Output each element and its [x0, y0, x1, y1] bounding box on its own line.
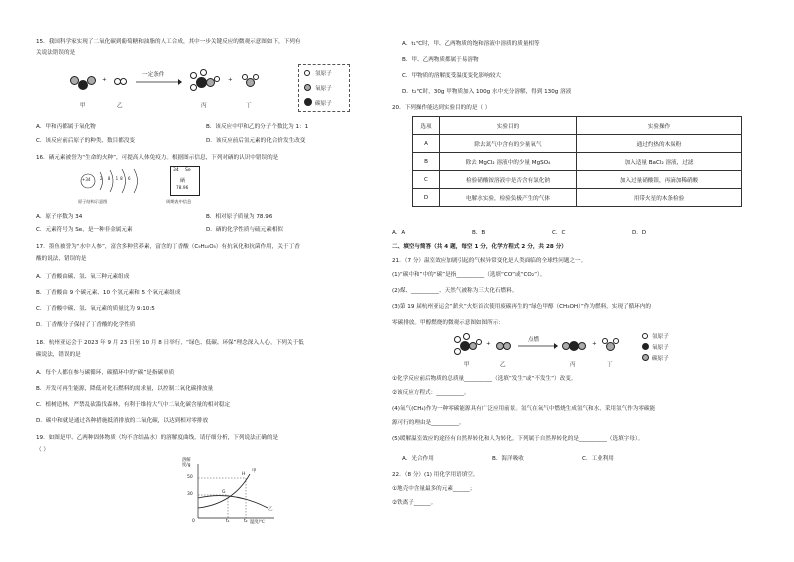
- solubility-curve-chart: [178, 458, 278, 526]
- label-jia: 甲: [80, 103, 86, 109]
- atomic-number: 34: [173, 168, 179, 173]
- q21-sub4-line1: (4)氧气(CH₄)作为一种零碳能源具有广泛应用前景。氢气在氧气中燃烧生成氢气和水，采用氢气作为零碳能: [392, 406, 656, 412]
- row-b-purpose: 除去 MgCl₂ 溶液中的少量 MgSO₄: [440, 153, 577, 171]
- q17-option-d: D．丁香酸分子保持了丁香酸的化学性质: [36, 322, 136, 328]
- hydrogen-atom: [476, 339, 482, 345]
- hydrogen-atom: [242, 74, 248, 80]
- section-heading: 二、填空与简答（共 4 题，每空 1 分，化学方程式 2 分，共 28 分）: [392, 244, 567, 250]
- table-row: [413, 135, 742, 153]
- q15-stem-line2: 关说法错误的是: [36, 50, 76, 56]
- oxygen-legend-icon: [304, 84, 311, 91]
- atomic-mass: 78.96: [176, 186, 189, 191]
- q17-option-a: A．丁香酸由碳、氢、氧三种元素组成: [36, 274, 130, 280]
- hydrogen-atom: [602, 338, 608, 344]
- q16-option-b: B．相对原子质量为 78.96: [206, 214, 273, 220]
- q17-stem-line1: 17．墨鱼被誉为“水中人参”，富含多种营养素，富含的丁香酸（C₉H₁₀O₅）有抗氧化和抗菌作用，关于丁香: [36, 244, 300, 250]
- row-b-option: B: [413, 153, 440, 171]
- q22-item-b: ②铁离子______。: [392, 500, 437, 506]
- oxygen-atom: [87, 76, 96, 85]
- q16-option-a: A．原子序数为 34: [36, 214, 83, 220]
- solubility-curve-svg: [178, 458, 278, 526]
- legend-oxygen: 氧原子: [315, 86, 332, 92]
- left-column: [30, 0, 380, 562]
- hydrogen-atom: [613, 338, 619, 344]
- row-a-option: A: [413, 135, 440, 153]
- hydrogen-atom: [463, 333, 470, 340]
- periodic-table-caption: 周期表中信息: [166, 199, 192, 204]
- hydrogen-atom: [190, 72, 197, 79]
- table-row: [413, 153, 742, 171]
- oxygen-atom: [70, 76, 79, 85]
- atom-legend: [298, 64, 350, 112]
- q21-sub3-a: ①化学反应前后物质的总质量__________（选填“发生”或“不发生”）改变。: [392, 376, 577, 382]
- q21-sub5-option-a: A．光合作用: [402, 456, 434, 462]
- plus-sign: +: [102, 77, 107, 83]
- legend-hydrogen: 氢原子: [315, 71, 332, 77]
- q18-option-d: D．碳中和就是通过各种措施抵消排放的二氧化碳，以达到相对零排放: [36, 418, 209, 424]
- point-h: H: [242, 472, 246, 477]
- table-row: [413, 189, 742, 207]
- q20-option-b: B．B: [472, 230, 486, 236]
- plus-sign: +: [228, 77, 233, 83]
- legend-oxygen: 氧原子: [652, 345, 669, 351]
- nucleus-charge: +34: [82, 177, 91, 182]
- reaction-arrow: [136, 79, 182, 85]
- q15-option-c: C．该反应前后原子的种类、数目都没变: [36, 138, 136, 144]
- row-a-operation: 通过灼热的木炭粉: [577, 135, 742, 153]
- reaction-condition: 点燃: [528, 337, 540, 343]
- point-g: G: [222, 490, 226, 495]
- hydrogen-atom: [120, 78, 127, 85]
- q20-option-a: A．A: [392, 230, 406, 236]
- hydrogen-atom: [454, 336, 461, 343]
- hydrogen-atom: [253, 74, 259, 80]
- label-yi: 乙: [117, 103, 123, 109]
- origin-label: 0: [192, 519, 195, 524]
- hydrogen-atom: [200, 69, 207, 76]
- periodic-table-cell: [170, 166, 200, 196]
- curve-yi-label: 乙: [268, 507, 273, 512]
- tick-50: 50: [187, 475, 193, 480]
- q22-item-a: ①地壳中含量最多的元素______；: [392, 486, 476, 492]
- hydrogen-atom: [190, 84, 197, 91]
- q18-option-b: B．开发可再生能源，降低对化石燃料的需求量，以控制二氧化碳排放量: [36, 386, 214, 392]
- q19-answer-paren: （ ）: [36, 447, 49, 453]
- q21-sub2: (2)煤、__________、天然气被称为三大化石燃料。: [392, 288, 518, 294]
- row-c-operation: 加入过量硝酸银，再滴加稀硝酸: [577, 171, 742, 189]
- row-d-option: D: [413, 189, 440, 207]
- q16-stem: 16．硒元素被誉为“生命的火种”，可提高人体免疫力。根据图示信息，下列对硒的认识中错误的是: [36, 155, 279, 161]
- q15-reaction-diagram: [70, 64, 370, 114]
- carbon-legend-icon: [304, 98, 312, 106]
- q21-sub3-line1: (3)第 19 届杭州亚运会“薪火”火炬首次使用废碳再生的“绿色甲醇（CH₃OH）”作为燃料，实现了循环内的: [392, 304, 651, 310]
- carbon-legend-icon: [642, 354, 649, 361]
- q17-option-b: B．丁香酸由 9 个碳元素、10 个氢元素和 5 个氧元素组成: [36, 290, 181, 296]
- oxygen-legend-icon: [642, 343, 649, 350]
- q15-stem-line1: 15．我国科学家实现了二氧化碳到葡萄糖和油脂的人工合成，其中一步关键反应的微观示意图如下，下列有: [36, 39, 301, 45]
- tick-30: 30: [187, 492, 193, 497]
- oxygen-atom: [503, 342, 511, 350]
- reaction-arrow: [518, 343, 558, 349]
- q21-stem: 21．（7 分）温室效应加剧引起的气候异常变化是人类面临的全球性问题之一。: [392, 258, 587, 264]
- electron-shells: 2 8 18 6: [100, 176, 133, 181]
- right-column: [392, 0, 764, 562]
- plus-sign: +: [592, 341, 597, 347]
- q21-sub4-line2: 源可行的理由是__________。: [392, 420, 465, 426]
- tick-t1: t₁: [226, 519, 230, 524]
- q20-stem: 20．下列操作能达到实验目的的是（ ）: [392, 105, 491, 111]
- q19-option-a: A．t₁℃时，甲、乙两物质的饱和溶液中溶质的质量相等: [402, 41, 540, 47]
- element-symbol: Se: [185, 168, 191, 173]
- q19-option-d: D．t₂℃时，30g 甲物质加入 100g 水中充分溶解，得到 130g 溶液: [402, 89, 572, 95]
- q19-option-b: B．甲、乙两物质都属于易溶物: [402, 57, 479, 63]
- q18-option-c: C．植树造林，严禁乱砍滥伐森林，有利于维持大气中二氧化碳含量的相对稳定: [36, 402, 231, 408]
- q18-stem-line1: 18．杭州亚运会于 2023 年 9 月 23 日至 10 月 8 日举行，“绿色、低碳、环保”理念深入人心，下列关于低: [36, 340, 304, 346]
- header-operation: 实验操作: [577, 117, 742, 135]
- q21-sub5-option-b: B．海洋吸收: [492, 456, 524, 462]
- q21-sub5-option-c: C．工业利用: [582, 456, 614, 462]
- q20-option-c: C．C: [552, 230, 566, 236]
- q19-stem: 19．如图是甲、乙两种固体物质（均不含结晶水）的溶解度曲线，请仔细分析，下列说法正确的是: [36, 435, 279, 441]
- q17-option-c: C．丁香酸中碳、氢、氧元素的质量比为 9:10:5: [36, 306, 155, 312]
- label-yi: 乙: [500, 362, 506, 368]
- legend-carbon: 碳原子: [315, 101, 332, 107]
- q21-reaction-diagram: [452, 330, 682, 370]
- q15-option-a: A．甲和丙都属于氧化物: [36, 124, 96, 130]
- reaction-condition: 一定条件: [142, 72, 165, 78]
- q15-option-d: D．该反应前后氢元素的化合价发生改变: [206, 138, 306, 144]
- label-bing: 丙: [201, 103, 207, 109]
- header-purpose: 实验目的: [440, 117, 577, 135]
- row-d-operation: 用带火星的木条检验: [577, 189, 742, 207]
- q15-option-b: B．该反应中甲和乙的分子个数比为 1：1: [206, 124, 309, 130]
- x-axis-label: 温度/℃: [250, 520, 265, 525]
- q20-experiment-table: [412, 116, 742, 207]
- q16-option-c: C．元素符号为 Se，是一种非金属元素: [36, 227, 133, 233]
- q16-figure: [78, 166, 228, 210]
- row-a-purpose: 除去氮气中含有的少量氧气: [440, 135, 577, 153]
- q16-option-d: D．硒的化学性质与硫元素相似: [206, 227, 284, 233]
- q21-sub3-b: ②该反应方程式：__________。: [392, 390, 470, 396]
- plus-sign: +: [486, 341, 491, 347]
- q19-option-c: C．甲物质的溶解度受温度变化影响较大: [402, 73, 502, 79]
- row-c-option: C: [413, 171, 440, 189]
- label-ding: 丁: [246, 103, 252, 109]
- hydrogen-legend-icon: [304, 70, 310, 76]
- row-c-purpose: 检验硝酸铵溶液中是否含有氯化钠: [440, 171, 577, 189]
- atomic-structure-caption: 原子结构示意图: [78, 199, 108, 204]
- q17-stem-line2: 酸的说法，错误的是: [36, 256, 87, 262]
- label-ding: 丁: [607, 362, 613, 368]
- q20-option-d: D．D: [632, 230, 647, 236]
- row-d-purpose: 电解水实验，检验负极产生的气体: [440, 189, 577, 207]
- y-axis-label: 溶解度/g: [182, 458, 191, 468]
- hydrogen-atom: [454, 348, 461, 355]
- q21-sub1: (1)“碳中和”中的“碳”是指__________（选填“CO”或“CO₂”）。: [392, 272, 546, 278]
- q18-option-a: A．每个人都在参与碳循环，碳循环中的“碳”是指碳单质: [36, 370, 175, 376]
- q18-stem-line2: 碳说法，错误的是: [36, 352, 81, 358]
- legend-hydrogen: 氢原子: [652, 334, 669, 340]
- header-option: 选项: [413, 117, 440, 135]
- curve-jia-label: 甲: [252, 469, 257, 474]
- table-header-row: [413, 117, 742, 135]
- hydrogen-legend-icon: [642, 333, 648, 339]
- legend-carbon: 碳原子: [652, 356, 669, 362]
- element-name: 硒: [180, 178, 186, 184]
- q22-stem: 22．（8 分）(1) 用化学用语填空。: [392, 472, 479, 478]
- tick-t2: t₂: [244, 519, 248, 524]
- label-jia: 甲: [464, 362, 470, 368]
- q21-sub5: (5)缓解温室效应的途径有自然界转化和人为转化。下列属于自然界转化的是__________（选填字母）。: [392, 436, 644, 442]
- q21-sub3-line2: 零碳排放。甲醇燃烧的微观示意图如图所示：: [392, 320, 504, 326]
- row-b-operation: 加入适量 BaCl₂ 溶液，过滤: [577, 153, 742, 171]
- oxygen-atom: [578, 342, 586, 350]
- table-row: [413, 171, 742, 189]
- label-bing: 丙: [570, 362, 576, 368]
- hydrogen-atom: [214, 76, 220, 82]
